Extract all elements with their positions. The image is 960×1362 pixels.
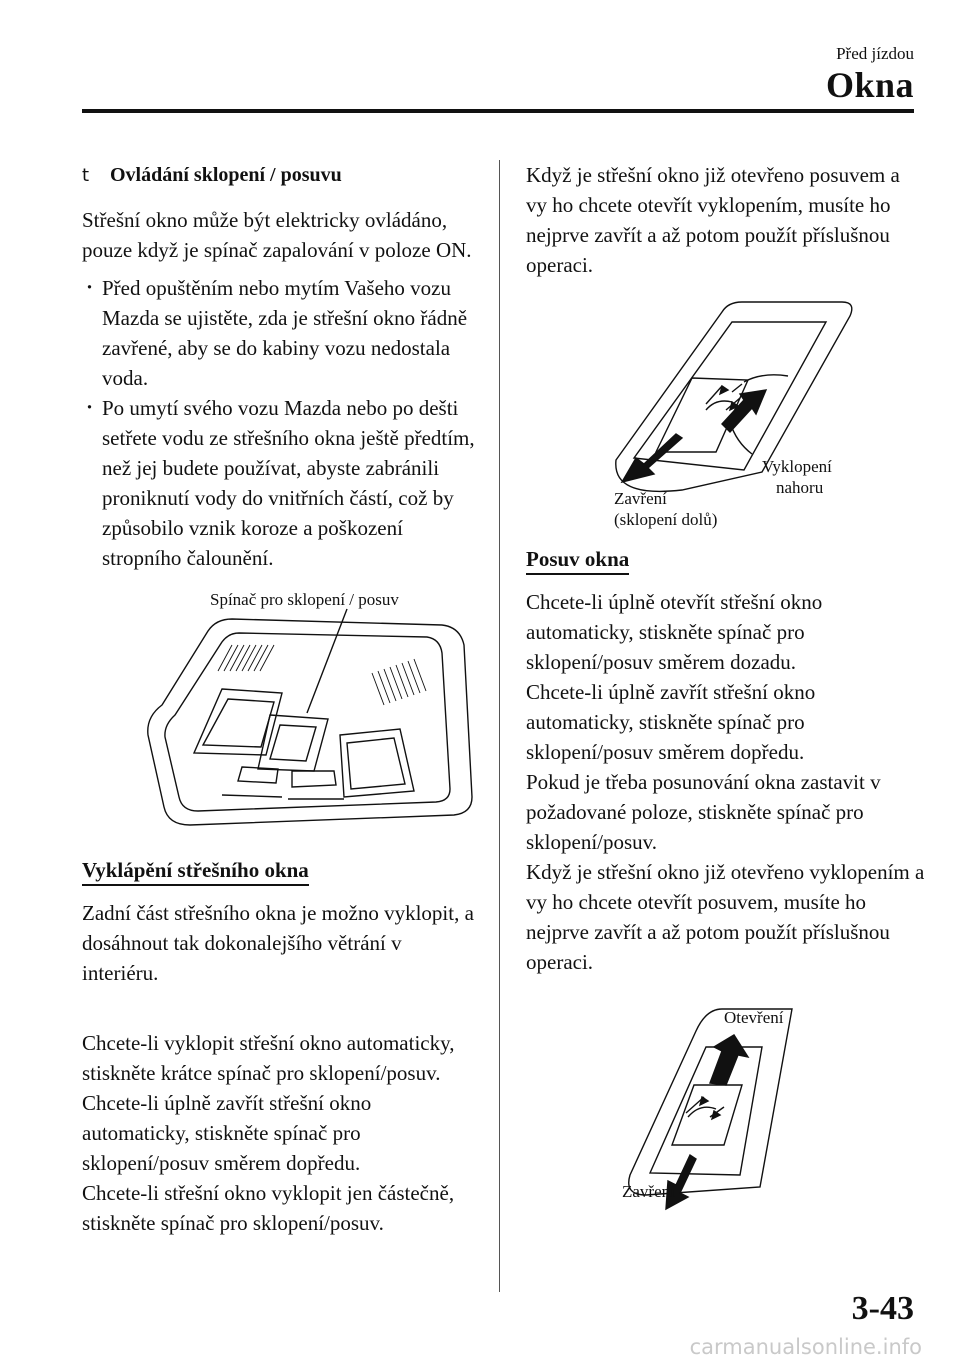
slide-heading: Posuv okna [526, 546, 629, 575]
section-heading-text: Ovládání sklopení / posuvu [110, 164, 342, 186]
overhead-console-figure [82, 585, 482, 855]
slide-tilt-note: Když je střešní okno již otevřeno posuvem a vy ho chcete otevřít vyklopením, musíte ho nejprve zavřít a až potom použít příslušnou operaci. [526, 163, 900, 277]
overhead-console-illustration [82, 585, 482, 855]
open-label: Otevření [724, 1008, 784, 1027]
slide-switch-figure [526, 985, 926, 1215]
list-item: · Před opuštěním nebo mytím Vašeho vozu Mazda se ujistěte, zda je střešní okno řádně zavřené, aby se do kabiny vozu nedostala voda. [82, 273, 482, 393]
tilt-heading: Vyklápění střešního okna [82, 857, 309, 886]
tilt-paragraph: Zadní část střešního okna je možno vyklopit, a dosáhnout tak dokonalejšího větrání v interiéru. [82, 901, 474, 985]
tilt-switch-figure [526, 292, 926, 544]
slide-paragraph: Když je střešní okno již otevřeno vyklopením a vy ho chcete otevřít posuvem, musíte ho nejprve zavřít a až potom použít příslušnou operaci. [526, 860, 925, 974]
tilt-paragraph: Chcete-li vyklopit střešní okno automaticky, stiskněte krátce spínač pro sklopení/posuv. [82, 1031, 455, 1085]
intro-paragraph: Střešní okno může být elektricky ovládáno, pouze když je spínač zapalování v poloze ON. [82, 208, 472, 262]
left-column [82, 160, 482, 1238]
watermark: carmanualsonline.info [689, 1335, 922, 1359]
tilt-paragraph: Chcete-li střešní okno vyklopit jen částečně, stiskněte spínač pro sklopení/posuv. [82, 1181, 455, 1235]
heading-marker-icon: t [82, 165, 90, 186]
caution-list [82, 273, 482, 573]
list-item: · Po umytí svého vozu Mazda nebo po dešti setřete vodu ze střešního okna ještě předtím, než jej budete používat, abyste zabránili proniknutí vody do vnitřních částí, což by způsobilo vznik koroze a poškození stropního čalounění. [82, 393, 482, 573]
close-label: Zavření [622, 1182, 675, 1201]
page-number: 3-43 [851, 1290, 914, 1327]
slide-paragraph: Chcete-li úplně otevřít střešní okno automaticky, stiskněte spínač pro sklopení/posuv směrem dozadu. [526, 590, 823, 674]
header-rule [82, 109, 914, 113]
close-label: Zavření (sklopení dolů) [614, 489, 718, 529]
section-heading [82, 160, 482, 191]
slide-paragraph: Chcete-li úplně zavřít střešní okno automaticky, stiskněte spínač pro sklopení/posuv směrem dopředu. [526, 680, 816, 764]
section-name: Před jízdou [836, 44, 914, 63]
page-title: Okna [825, 65, 914, 105]
tilt-switch-illustration [526, 292, 926, 544]
tilt-up-label: Vyklopení nahoru [762, 457, 832, 497]
tilt-paragraph: Chcete-li úplně zavřít střešní okno automaticky, stiskněte spínač pro sklopení/posuv směrem dopředu. [82, 1091, 372, 1175]
figure-label: Spínač pro sklopení / posuv [210, 590, 399, 609]
column-divider [499, 160, 500, 1292]
slide-paragraph: Pokud je třeba posunování okna zastavit v požadované poloze, stiskněte spínač pro sklopení/posuv. [526, 770, 881, 854]
right-column [526, 160, 926, 1215]
